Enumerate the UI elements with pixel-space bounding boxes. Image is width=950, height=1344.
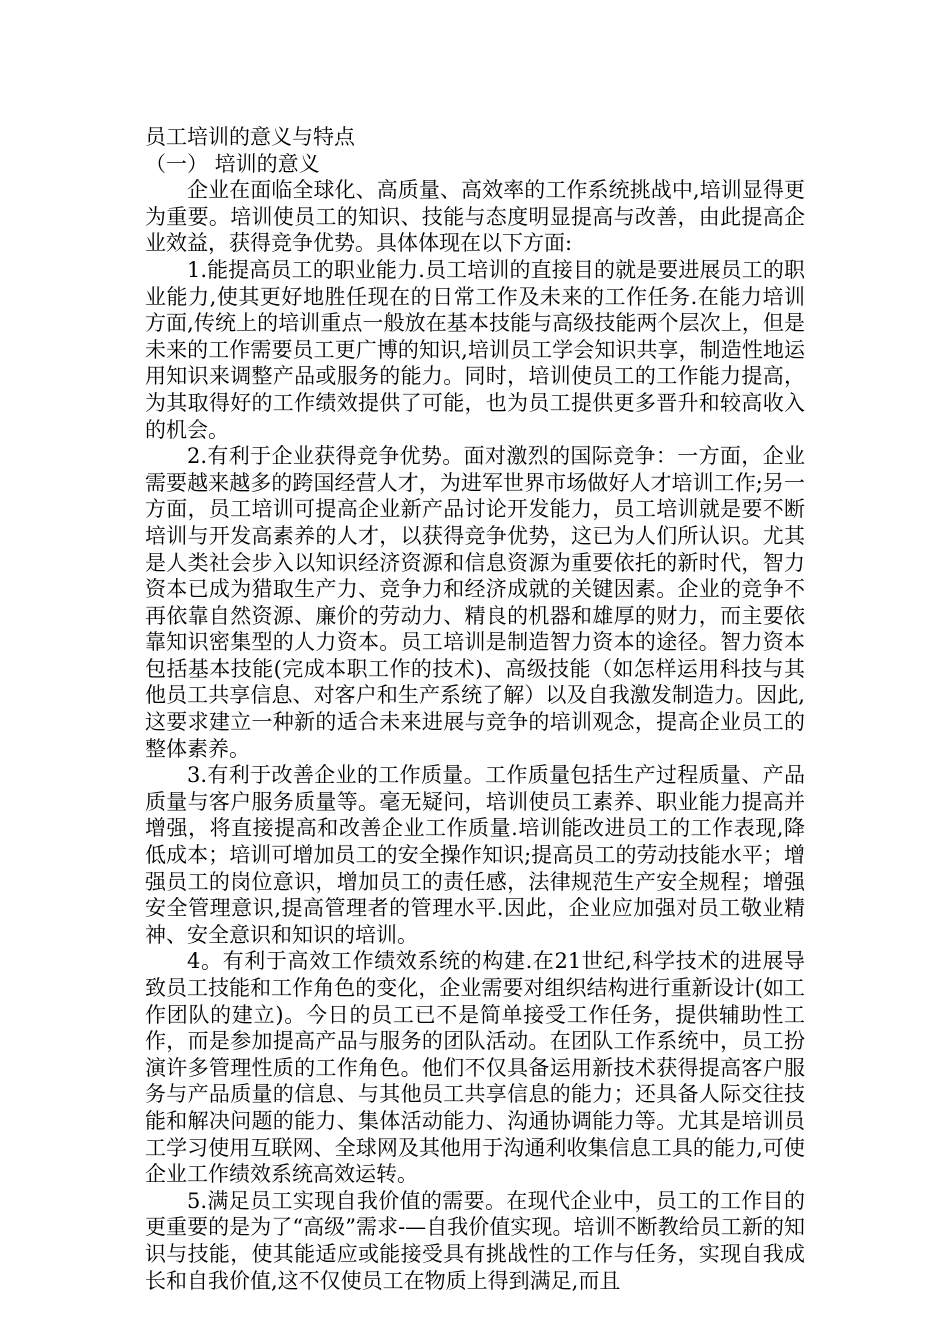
- point-4-paragraph: 4。有利于高效工作绩效系统的构建.在21世纪,科学技术的进展导致员工技能和工作角色的变化，企业需要对组织结构进行重新设计(如工作团队的建立)。今日的员工已不是简单接受工作任务，提供辅助性工作，而是参加提高产品与服务的团队活动。在团队工作系统中，员工扮演许多管理性质的工作角色。他们不仅具备运用新技术获得提高客户服务与产品质量的信息、与其他员工共享信息的能力；还具备人际交往技能和解决问题的能力、集体活动能力、沟通协调能力等。尤其是培训员工学习使用互联网、全球网及其他用于沟通利收集信息工具的能力,可使企业工作绩效系统高效运转。: [145, 949, 805, 1187]
- document-body: [145, 124, 805, 1294]
- intro-paragraph: 企业在面临全球化、高质量、高效率的工作系统挑战中,培训显得更为重要。培训使员工的知识、技能与态度明显提高与改善，由此提高企业效益，获得竞争优势。具体体现在以下方面:: [145, 178, 805, 256]
- point-5-paragraph: 5.满足员工实现自我价值的需要。在现代企业中，员工的工作目的更重要的是为了“高级”需求-—自我价值实现。培训不断教给员工新的知识与技能，使其能适应或能接受具有挑战性的工作与任务，实现自我成长和自我价值,这不仅使员工在物质上得到满足,而且: [145, 1188, 805, 1293]
- document-title: 员工培训的意义与特点: [145, 125, 355, 149]
- point-2-paragraph: 2.有利于企业获得竞争优势。面对激烈的国际竞争：一方面，企业需要越来越多的跨国经营人才，为进军世界市场做好人才培训工作;另一方面，员工培训可提高企业新产品讨论开发能力，员工培训就是要不断培训与开发高素养的人才，以获得竞争优势，这已为人们所认识。尤其是人类社会步入以知识经济资源和信息资源为重要依托的新时代，智力资本已成为猎取生产力、竞争力和经济成就的关键因素。企业的竞争不再依靠自然资源、廉价的劳动力、精良的机器和雄厚的财力，而主要依靠知识密集型的人力资本。员工培训是制造智力资本的途径。智力资本包括基本技能(完成本职工作的技术)、高级技能（如怎样运用科技与其他员工共享信息、对客户和生产系统了解）以及自我激发制造力。因此,这要求建立一种新的适合未来进展与竞争的培训观念，提高企业员工的整体素养。: [145, 444, 805, 761]
- point-1-paragraph: 1.能提高员工的职业能力.员工培训的直接目的就是要进展员工的职业能力,使其更好地胜任现在的日常工作及未来的工作任务.在能力培训方面,传统上的培训重点一般放在基本技能与高级技能两个层次上，但是未来的工作需要员工更广博的知识,培训员工学会知识共享，制造性地运用知识来调整产品或服务的能力。同时，培训使员工的工作能力提高，为其取得好的工作绩效提供了可能，也为员工提供更多晋升和较高收入的机会。: [145, 257, 805, 442]
- point-3-paragraph: 3.有利于改善企业的工作质量。工作质量包括生产过程质量、产品质量与客户服务质量等。毫无疑问，培训使员工素养、职业能力提高并增强，将直接提高和改善企业工作质量.培训能改进员工的工作表现,降低成本；培训可增加员工的安全操作知识;提高员工的劳动技能水平；增强员工的岗位意识，增加员工的责任感，法律规范生产安全规程；增强安全管理意识,提高管理者的管理水平.因此，企业应加强对员工敬业精神、安全意识和知识的培训。: [145, 763, 805, 947]
- section-heading: （一） 培训的意义: [145, 151, 320, 176]
